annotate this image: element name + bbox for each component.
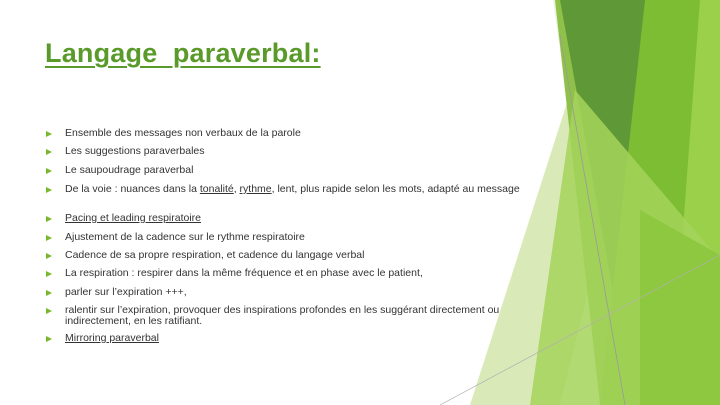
bullet-text: [65, 184, 535, 195]
bullet-text: Le saupoudrage paraverbal: [65, 164, 194, 176]
bullet-arrow-icon: [46, 131, 52, 137]
bullet-text-part: , lent, plus rapide selon les mots, adapté au message: [271, 183, 520, 195]
bullet-arrow-icon: [46, 336, 52, 342]
slide-title: Langage paraverbal:: [45, 38, 321, 68]
bullet-text: Les suggestions paraverbales: [65, 145, 205, 157]
bullet-item: [46, 213, 535, 224]
bullet-item: [46, 287, 535, 298]
bullet-arrow-icon: [46, 290, 52, 296]
bullet-arrow-icon: [46, 253, 52, 259]
bullet-arrow-icon: [46, 149, 52, 155]
bullet-text: Mirroring paraverbal: [65, 332, 159, 344]
bullet-item: [46, 250, 535, 261]
underlined-term: rythme: [239, 183, 272, 195]
bullet-arrow-icon: [46, 168, 52, 174]
bullet-text-part: ,: [233, 183, 240, 195]
bullet-text: parler sur l’expiration +++,: [65, 286, 187, 298]
bullet-item: [46, 232, 535, 243]
bullet-item: [46, 165, 535, 176]
bullet-item: [46, 146, 535, 157]
bullet-item: [46, 305, 535, 326]
bullet-text: ralentir sur l’expiration, provoquer des inspirations profondes en les suggérant directement ou indirectement, en les ratifiant.: [65, 304, 500, 327]
bullet-item: [46, 128, 535, 139]
bullet-text-part: De la voie : nuances dans la: [65, 183, 200, 195]
bullet-text: Ensemble des messages non verbaux de la parole: [65, 127, 301, 139]
bullet-item: [46, 184, 535, 195]
bullet-arrow-icon: [46, 308, 52, 314]
bullet-text: La respiration : respirer dans la même fréquence et en phase avec le patient,: [65, 267, 423, 279]
bullet-arrow-icon: [46, 271, 52, 277]
bullet-arrow-icon: [46, 187, 52, 193]
bullet-text: Cadence de sa propre respiration, et cadence du langage verbal: [65, 249, 365, 261]
bullet-item: [46, 268, 535, 279]
bullet-item: [46, 333, 535, 344]
underlined-term: tonalité: [199, 183, 234, 195]
bullet-arrow-icon: [46, 216, 52, 222]
bullet-arrow-icon: [46, 235, 52, 241]
bullet-text: Pacing et leading respiratoire: [65, 212, 201, 224]
bullet-text: Ajustement de la cadence sur le rythme respiratoire: [65, 231, 305, 243]
